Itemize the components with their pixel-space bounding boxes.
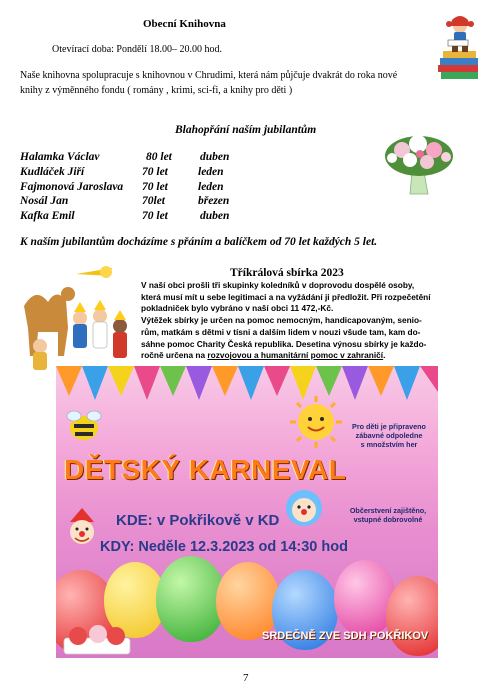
sun-mascot-icon [288, 394, 344, 450]
poster-note-top-line: Pro děti je připraveno [352, 422, 426, 431]
jubilant-month: leden [198, 180, 224, 193]
tri-kralova-last-prefix: ročně určena na [141, 350, 208, 361]
poster-when: KDY: Neděle 12.3.2023 od 14:30 hod [100, 539, 348, 555]
jubilant-name: Fajmonová Jaroslava [20, 180, 124, 193]
tri-kralova-line: která musí mít u sebe legitimaci a na vyžádání ji předložit. Při rozpečetění [141, 291, 431, 302]
poster-note-mid-line: vstupné dobrovolné [353, 515, 423, 524]
poster-note-top-line: zábavné odpoledne [355, 431, 423, 440]
poster-note-top [342, 422, 436, 449]
page-number: 7 [243, 672, 249, 684]
library-hours: Otevírací doba: Pondělí 18.00– 20.00 hod. [52, 44, 222, 55]
poster-title: DĚTSKÝ KARNEVAL [64, 454, 347, 485]
tri-kralova-line: sáhne pomoc Charity Česká republika. Desetina výnosu sbírky je každo- [141, 338, 427, 349]
poster-where: KDE: v Pokřikově v KD [116, 512, 280, 529]
jubilant-name: Halamka Václav [20, 151, 100, 163]
poster-note-mid-line: Občerstvení zajištěno, [349, 506, 427, 515]
jubilant-month: březen [198, 195, 230, 208]
jubilants-note: K naším jubilantům docházíme s přáním a balíčkem od 70 let každých 5 let. [20, 236, 378, 248]
bunting-flags-icon [56, 366, 438, 406]
jubilants-heading: Blahopřání naším jubilantům [175, 124, 317, 136]
jubilants-month-column [198, 150, 229, 224]
orange-balloon [216, 562, 280, 640]
tri-kralova-last-suffix: . [383, 350, 386, 361]
three-kings-camel-icon [16, 266, 138, 374]
jubilants-age-column [142, 150, 172, 224]
library-title: Obecní Knihovna [143, 18, 226, 30]
clown-mascot-icon [282, 486, 326, 530]
library-text-line2: knihy z výměnného fondu ( romány , krimi, sci-fi, a knihy pro děti ) [20, 85, 293, 96]
humanitarian-aid-link[interactable]: rozvojovou a humanitární pomoc v zahraničí [207, 350, 384, 361]
jubilant-age: 70 let [142, 210, 168, 223]
jubilant-name: Nosál Jan [20, 195, 69, 208]
jubilants-names-column [20, 150, 123, 224]
tri-kralova-line: pokladniček bylo vybráno v naší obci 11 472,-Kč. [141, 303, 334, 314]
library-text-line1: Naše knihovna spolupracuje s knihovnou v Chrudimi, která nám půjčuje dvakrát do roka nové [20, 70, 398, 81]
tri-kralova-last-line [141, 350, 431, 362]
bee-mascot-icon [64, 406, 104, 444]
jubilant-name: Kafka Emil [20, 210, 75, 223]
jubilant-month: duben [200, 210, 230, 223]
jubilant-age: 70 let [142, 180, 168, 193]
tri-kralova-line: V naší obci prošli tři skupinky koledníků v doprovodu dospělé osoby, [141, 280, 415, 290]
poster-note-mid [338, 506, 438, 524]
red-balloon [386, 576, 438, 656]
jubilant-age: 70let [142, 195, 165, 208]
carnival-poster [56, 366, 438, 658]
tri-kralova-text [141, 280, 431, 362]
flower-bouquet-icon [380, 126, 458, 196]
tri-kralova-line: Výtěžek sbírky je určen na pomoc nemocným, handicapovaným, senio- [141, 315, 422, 326]
clown-face-icon [62, 508, 102, 554]
jubilant-month: duben [200, 151, 230, 163]
refreshments-tray-icon [62, 616, 132, 656]
tri-kralova-title: Tříkrálová sbírka 2023 [230, 267, 344, 279]
poster-footer: SRDEČNĚ ZVE SDH POKŘIKOV [262, 630, 429, 642]
jubilant-age: 80 let [146, 151, 172, 163]
jubilant-month: leden [198, 165, 224, 178]
tri-kralova-line: rům, matkám s dětmi v tísni a dalším lidem v nouzi všude tam, kam do- [141, 326, 421, 337]
jubilant-age: 70 let [142, 165, 168, 178]
jubilant-name: Kudláček Jiří [20, 165, 85, 178]
girl-reading-on-books-icon [432, 12, 482, 84]
poster-note-top-line: s množstvím her [360, 440, 418, 449]
